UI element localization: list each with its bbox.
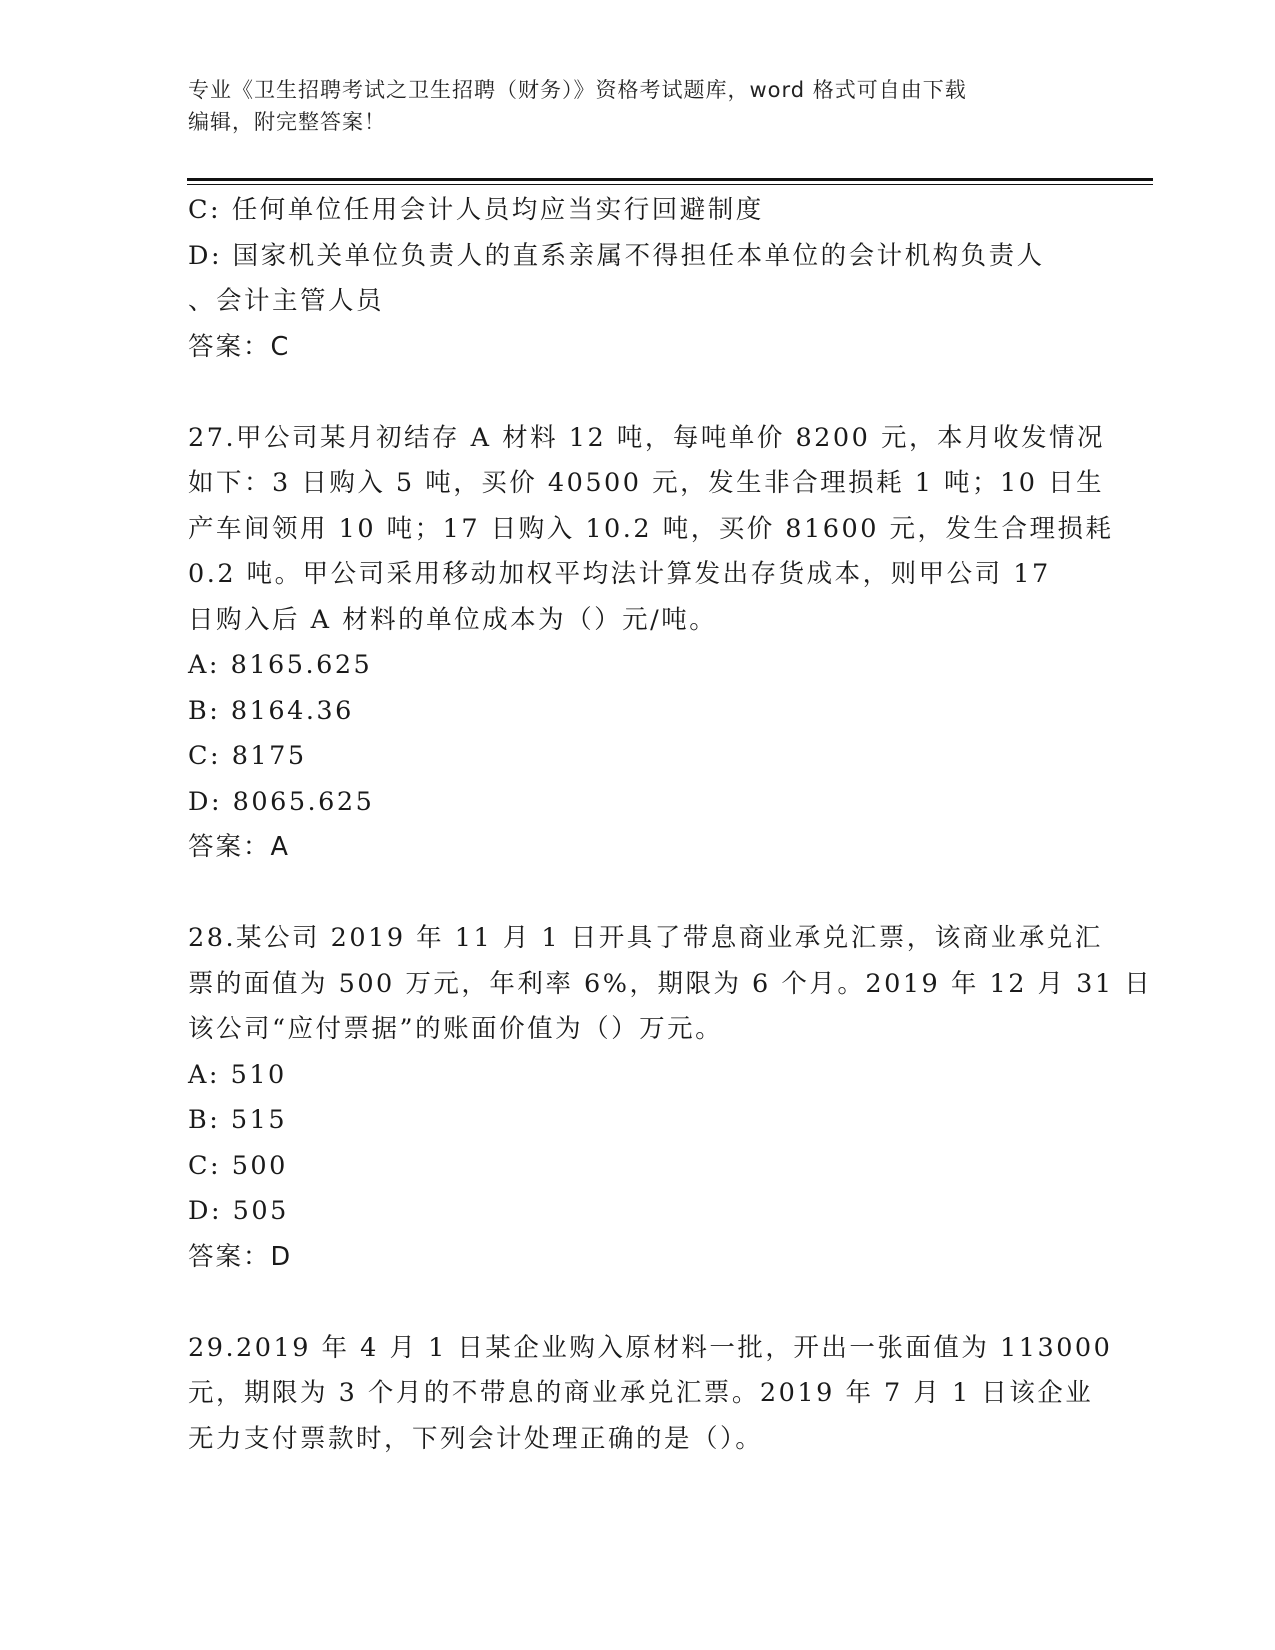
header-rule-thick (187, 178, 1153, 181)
question-28 (188, 916, 1153, 1280)
question-stem-line: 无力支付票款时，下列会计处理正确的是（）。 (188, 1423, 764, 1454)
question-stem-line: 日购入后 A 材料的单位成本为（）元/吨。 (188, 604, 718, 635)
option-d-continued: 、会计主管人员 (188, 286, 385, 316)
page-header (188, 74, 1068, 138)
question-29 (188, 1326, 1113, 1463)
question-stem-line: 28.某公司 2019 年 11 月 1 日开具了带息商业承兑汇票，该商业承兑汇 (188, 923, 1103, 953)
option-c: C: 500 (188, 1150, 288, 1181)
option-d: D: 505 (188, 1196, 289, 1226)
question-stem-line: 该公司“应付票据”的账面价值为（）万元。 (188, 1014, 724, 1044)
answer: 答案：D (188, 1241, 293, 1272)
question-stem-line: 27.甲公司某月初结存 A 材料 12 吨，每吨单价 8200 元，本月收发情况 (188, 422, 1105, 453)
question-stem-line: 如下：3 日购入 5 吨，买价 40500 元，发生非合理损耗 1 吨；10 日生 (188, 468, 1105, 498)
question-stem-line: 元，期限为 3 个月的不带息的商业承兑汇票。2019 年 7 月 1 日该企业 (188, 1378, 1094, 1408)
question-content (188, 188, 1153, 1462)
spacer (188, 370, 1088, 416)
spacer (188, 1280, 1088, 1326)
question-stem-line: 票的面值为 500 万元，年利率 6%，期限为 6 个月。2019 年 12 月 31 日 (188, 968, 1153, 999)
header-line-2: 编辑，附完整答案！ (188, 110, 386, 134)
question-27 (188, 416, 1114, 871)
header-rule-thin (187, 184, 1153, 185)
option-a: A: 8165.625 (188, 650, 373, 680)
option-d: D: 8065.625 (188, 786, 375, 817)
answer: 答案：A (188, 832, 290, 862)
answer: 答案：C (188, 331, 291, 362)
option-d: D: 国家机关单位负责人的直系亲属不得担任本单位的会计机构负责人 (188, 240, 1045, 271)
option-c: C: 任何单位任用会计人员均应当实行回避制度 (188, 195, 764, 225)
spacer (188, 871, 1088, 917)
question-stem-line: 29.2019 年 4 月 1 日某企业购入原材料一批，开出一张面值为 113000 (188, 1332, 1113, 1363)
question-stem-line: 0.2 吨。甲公司采用移动加权平均法计算发出存货成本，则甲公司 17 (188, 559, 1051, 589)
header-line-1: 专业《卫生招聘考试之卫生招聘（财务）》资格考试题库，word 格式可自由下载 (188, 78, 967, 102)
question-26 (188, 188, 1088, 370)
option-b: B: 515 (188, 1105, 288, 1135)
option-c: C: 8175 (188, 741, 307, 771)
option-b: B: 8164.36 (188, 695, 354, 726)
option-a: A: 510 (188, 1059, 287, 1090)
question-stem-line: 产车间领用 10 吨；17 日购入 10.2 吨，买价 81600 元，发生合理损耗 (188, 513, 1114, 544)
